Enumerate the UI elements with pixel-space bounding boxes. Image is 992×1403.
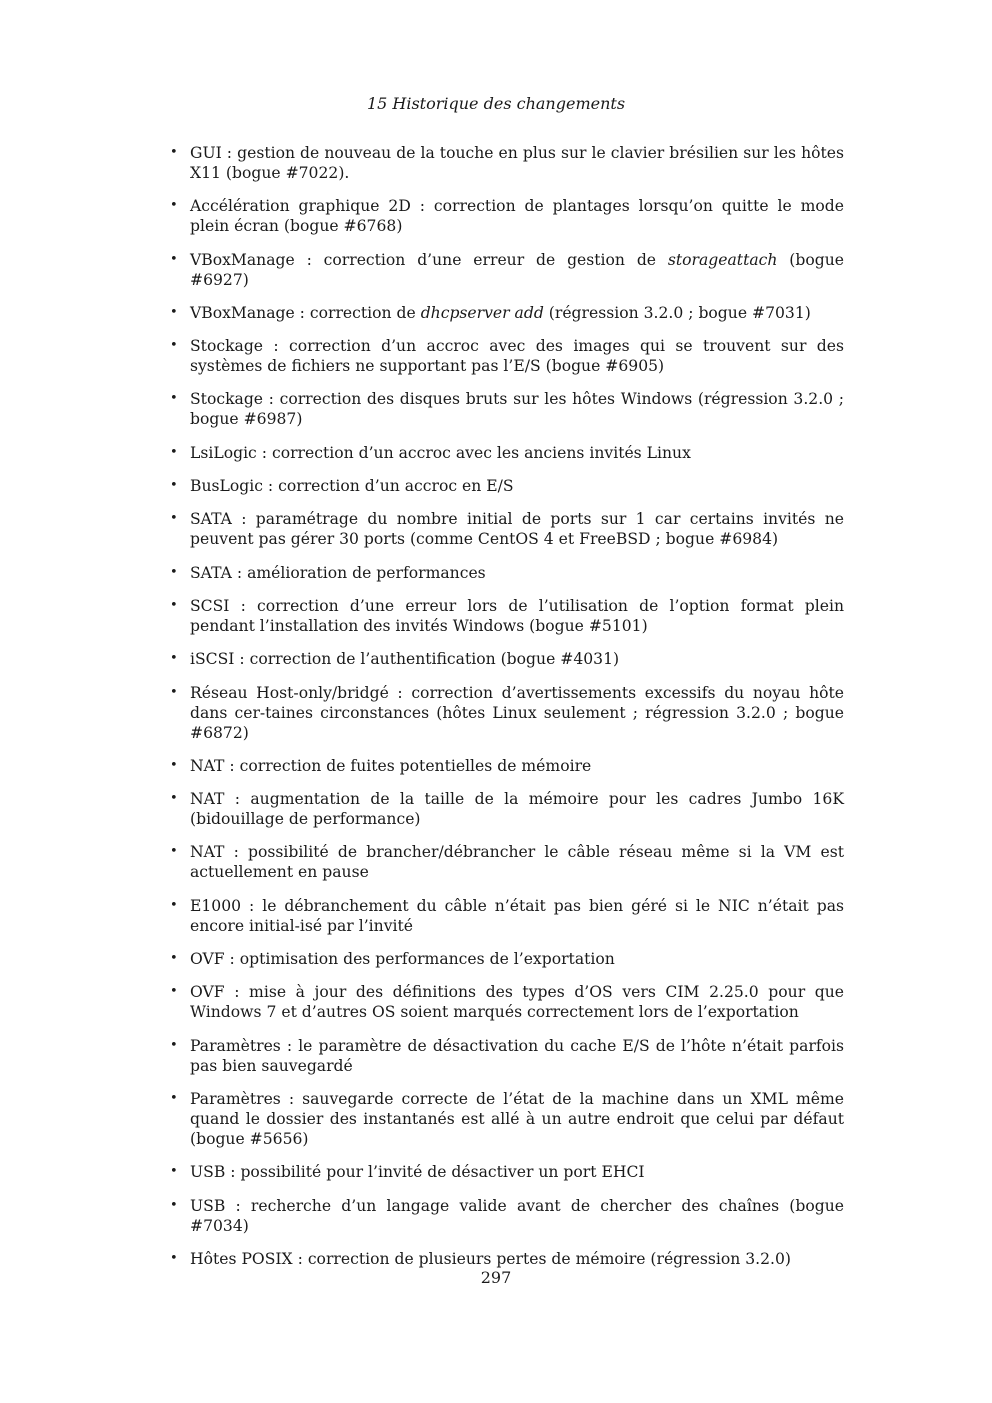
bullet-icon: • bbox=[170, 684, 178, 700]
bullet-icon: • bbox=[170, 1037, 178, 1053]
bullet-icon: • bbox=[170, 1250, 178, 1266]
bullet-icon: • bbox=[170, 757, 178, 773]
list-item: • USB : possibilité pour l’invité de désactiver un port EHCI bbox=[170, 1163, 645, 1182]
bullet-icon: • bbox=[170, 597, 178, 613]
list-item: • Accélération graphique 2D : correction de plantages lorsqu’on quitte le mode plein écran (bogue #6768) bbox=[170, 197, 844, 236]
bullet-icon: • bbox=[170, 564, 178, 580]
list-item: • Paramètres : sauvegarde correcte de l’état de la machine dans un XML même quand le dossier des instantanés est allé à un autre endroit que celui par défaut (bogue #5656) bbox=[170, 1089, 844, 1148]
list-item: • Paramètres : le paramètre de désactivation du cache E/S de l’hôte n’était parfois pas bien sauvegardé bbox=[170, 1036, 844, 1075]
list-item: • LsiLogic : correction d’un accroc avec les anciens invités Linux bbox=[170, 443, 691, 462]
list-item: • Stockage : correction des disques bruts sur les hôtes Windows (régression 3.2.0 ; bogue #6987) bbox=[170, 390, 844, 429]
list-item: • iSCSI : correction de l’authentification (bogue #4031) bbox=[170, 650, 620, 669]
list-item: • GUI : gestion de nouveau de la touche en plus sur le clavier brésilien sur les hôtes X11 (bogue #7022). bbox=[170, 144, 844, 182]
bullet-icon: • bbox=[170, 198, 178, 214]
bullet-icon: • bbox=[170, 1090, 178, 1106]
list-item: • NAT : correction de fuites potentielles de mémoire bbox=[170, 756, 592, 775]
bullet-icon: • bbox=[170, 1164, 178, 1180]
list-item: • E1000 : le débranchement du câble n’était pas bien géré si le NIC n’était pas encore initial-isé par l’invité bbox=[170, 896, 844, 935]
list-item: • VBoxManage : correction d’une erreur de gestion de storageattach (bogue #6927) bbox=[170, 250, 844, 289]
bullet-icon: • bbox=[170, 391, 178, 407]
list-item: • SATA : amélioration de performances bbox=[170, 563, 486, 582]
bullet-icon: • bbox=[170, 251, 178, 267]
list-item: • SCSI : correction d’une erreur lors de l’utilisation de l’option format plein pendant l’installation des invités Windows (bogue #5101) bbox=[170, 596, 844, 635]
bullet-icon: • bbox=[170, 951, 178, 967]
list-item: • OVF : optimisation des performances de l’exportation bbox=[170, 950, 615, 969]
list-item: • VBoxManage : correction de dhcpserver add (régression 3.2.0 ; bogue #7031) bbox=[170, 303, 811, 322]
bullet-icon: • bbox=[170, 444, 178, 460]
list-item: • Hôtes POSIX : correction de plusieurs pertes de mémoire (régression 3.2.0) bbox=[170, 1249, 791, 1268]
list-item: • NAT : possibilité de brancher/débrancher le câble réseau même si la VM est actuellement en pause bbox=[170, 843, 844, 882]
command-name: dhcpserver add bbox=[420, 303, 544, 322]
bullet-icon: • bbox=[170, 1197, 178, 1213]
bullet-icon: • bbox=[170, 145, 178, 160]
command-name: storageattach bbox=[667, 250, 778, 269]
page-number: 297 bbox=[480, 1268, 512, 1287]
bullet-icon: • bbox=[170, 511, 178, 527]
list-item: • NAT : augmentation de la taille de la mémoire pour les cadres Jumbo 16K (bidouillage de performance) bbox=[170, 790, 844, 829]
list-item: • BusLogic : correction d’un accroc en E/S bbox=[170, 477, 514, 496]
list-item: • Stockage : correction d’un accroc avec des images qui se trouvent sur des systèmes de fichiers ne supportant pas l’E/S (bogue #6905) bbox=[170, 337, 844, 376]
list-item: • OVF : mise à jour des définitions des types d’OS vers CIM 2.25.0 pour que Windows 7 et d’autres OS soient marqués correctement lors de l’exportation bbox=[170, 983, 844, 1022]
list-item: • Réseau Host-only/bridgé : correction d’avertissements excessifs du noyau hôte dans cer-taines circonstances (hôtes Linux seulement ; régression 3.2.0 ; bogue #6872) bbox=[170, 683, 844, 742]
bullet-icon: • bbox=[170, 338, 178, 354]
list-item: • USB : recherche d’un langage valide avant de chercher des chaînes (bogue #7034) bbox=[170, 1196, 844, 1235]
bullet-icon: • bbox=[170, 984, 178, 1000]
bullet-icon: • bbox=[170, 897, 178, 913]
changelog-list bbox=[168, 143, 844, 1282]
bullet-icon: • bbox=[170, 651, 178, 667]
list-item: • SATA : paramétrage du nombre initial de ports sur 1 car certains invités ne peuvent pas gérer 30 ports (comme CentOS 4 et FreeBSD ; bogue #6984) bbox=[170, 510, 844, 549]
bullet-icon: • bbox=[170, 478, 178, 494]
running-header: 15 Historique des changements bbox=[366, 94, 626, 113]
bullet-icon: • bbox=[170, 791, 178, 807]
bullet-icon: • bbox=[170, 304, 178, 320]
bullet-icon: • bbox=[170, 844, 178, 860]
